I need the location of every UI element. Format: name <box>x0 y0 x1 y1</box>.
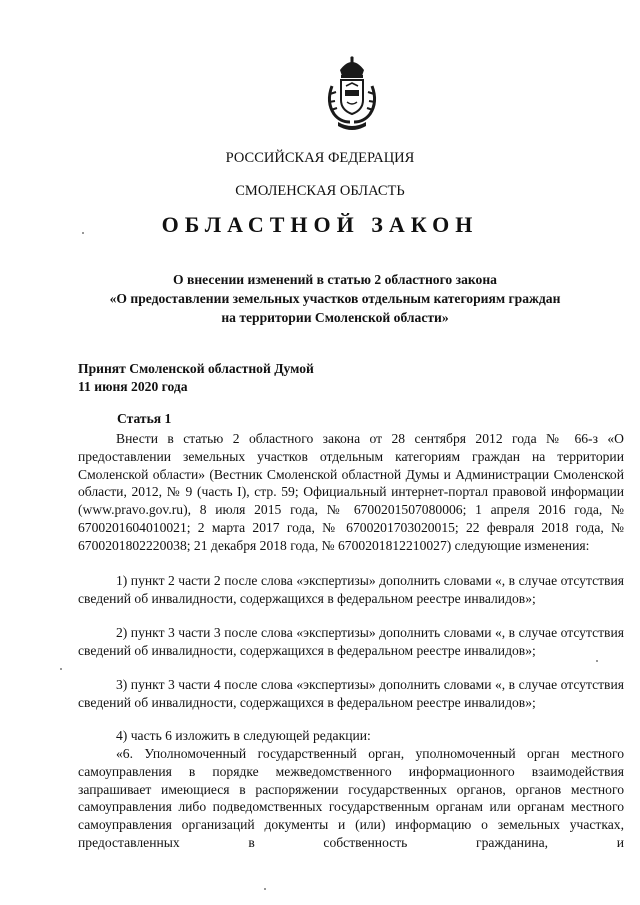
scan-speck <box>264 888 266 890</box>
paragraph-text: 4) часть 6 изложить в следующей редакции: <box>116 728 371 743</box>
region-heading: СМОЛЕНСКАЯ ОБЛАСТЬ <box>235 183 405 199</box>
amendment-item-4-text <box>78 745 624 852</box>
coat-of-arms-emblem <box>324 56 380 132</box>
paragraph-text: 2) пункт 3 части 3 после слова «экспертизы» дополнить словами «, в случае отсутствия сведений об инвалидности, содержащихся в федеральном реестре инвалидов»; <box>78 625 624 658</box>
paragraph-text: 1) пункт 2 части 2 после слова «экспертизы» дополнить словами «, в случае отсутствия сведений об инвалидности, содержащихся в федеральном реестре инвалидов»; <box>78 573 624 606</box>
article-intro-paragraph <box>78 430 624 555</box>
paragraph-text: Внести в статью 2 областного закона от 28 сентября 2012 года № 66-з «О предоставлении земельных участков отдельным категориям граждан на территории Смоленской области» (Вестник Смоленской областной Думы и Администрации Смоленской области, 2012, № 9 (часть I), стр. 59; Официальный интернет-портал правовой информации (www.pravo.gov.ru), 8 июля 2015 года, № 6700201507080006; 1 апреля 2016 года, № 6700201604010021; 2 марта 2017 года, № 6700201703020015; 22 февраля 2018 года, № 6700201802220038; 21 декабря 2018 года, № 6700201812210027) следующие изменения: <box>78 431 624 553</box>
scan-speck <box>82 232 84 234</box>
amendment-item-3 <box>78 676 624 712</box>
paragraph-text: 3) пункт 3 части 4 после слова «экспертизы» дополнить словами «, в случае отсутствия сведений об инвалидности, содержащихся в федеральном реестре инвалидов»; <box>78 677 624 710</box>
amendment-item-4 <box>78 727 624 745</box>
scan-speck <box>60 668 62 670</box>
paragraph-text: «6. Уполномоченный государственный орган, уполномоченный орган местного самоуправления в порядке межведомственного информационного взаимодействия запрашивает имеющиеся в распоряжении государственных органов, органов местного самоуправления либо подведомственных государственным органам или органам местного самоуправления организаций документы и (или) информацию о земельных участках, предоставленных в собственность гражданина, и <box>78 746 624 850</box>
amendment-item-2 <box>78 624 624 660</box>
amendment-item-1 <box>78 572 624 608</box>
law-title-line: О внесении изменений в статью 2 областного закона <box>173 272 497 287</box>
adoption-info <box>78 360 314 396</box>
document-type-heading: ОБЛАСТНОЙ ЗАКОН <box>161 212 479 237</box>
adoption-date: 11 июня 2020 года <box>78 379 188 394</box>
adoption-body: Принят Смоленской областной Думой <box>78 361 314 376</box>
law-title-line: на территории Смоленской области» <box>221 310 449 325</box>
country-heading: РОССИЙСКАЯ ФЕДЕРАЦИЯ <box>225 150 415 166</box>
law-title-line: «О предоставлении земельных участков отдельным категориям граждан <box>109 291 561 306</box>
scan-speck <box>596 660 598 662</box>
article-heading: Статья 1 <box>117 411 172 426</box>
law-title <box>70 270 600 327</box>
